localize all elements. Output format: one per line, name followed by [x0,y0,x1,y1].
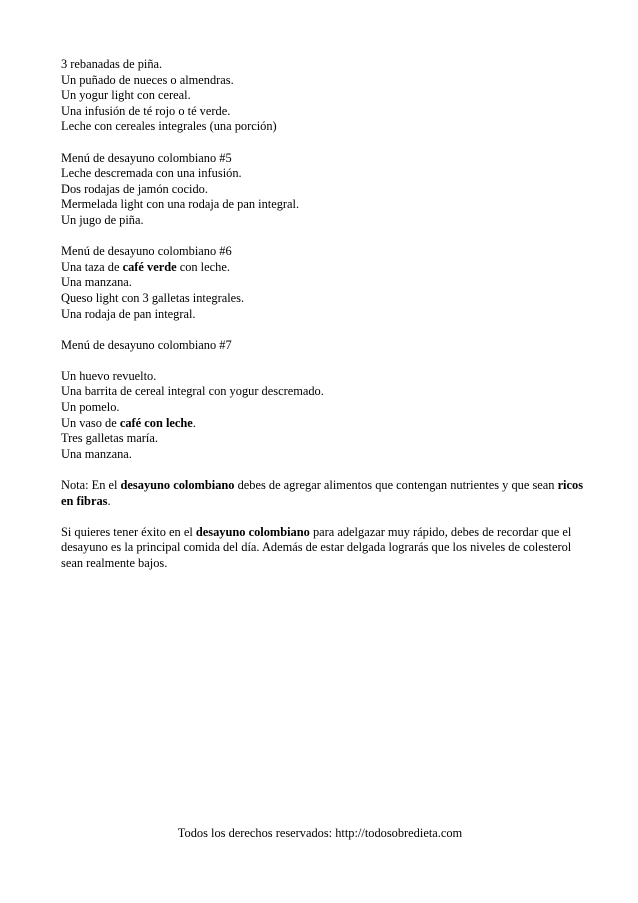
text-run: Si quieres tener éxito en el [61,524,196,539]
text-run: con leche. [176,259,230,274]
bold-term: café verde [122,259,177,274]
list-item: Un huevo revuelto. [61,368,157,383]
list-item: Una rodaja de pan integral. [61,306,196,321]
list-item: Tres galletas maría. [61,431,158,446]
text-run: . [192,415,196,430]
list-item: Leche descremada con una infusión. [61,166,242,181]
list-item: Un pomelo. [61,400,120,415]
menu-7-title-block [61,338,591,354]
list-item: Un yogur light con cereal. [61,88,191,103]
list-item: 3 rebanadas de piña. [61,57,163,71]
list-item: Mermelada light con una rodaja de pan integral. [61,197,300,212]
bold-term: desayuno colombiano [195,524,310,539]
list-item: Una manzana. [61,275,132,290]
text-run: . [107,493,111,508]
text-run: Nota: En el [61,478,121,493]
bold-term: desayuno colombiano [120,478,235,493]
text-run: para adelgazar muy rápido, debes de recordar que el desayuno es la principal comida del día. Además de estar delgada lograrás que los niveles de colesterol sean realmente bajos. [61,524,572,570]
list-item: Un puñado de nueces o almendras. [61,72,234,87]
menu-title: Menú de desayuno colombiano #5 [61,150,232,165]
bold-term: café con leche [119,415,193,430]
list-item [61,260,591,276]
nota-paragraph [61,478,591,509]
footer-text: Todos los derechos reservados: http://todosobredieta.com [177,826,463,840]
list-item: Un jugo de piña. [61,212,144,227]
menu-title: Menú de desayuno colombiano #6 [61,244,232,259]
text-run: Una taza de [61,259,123,274]
list-item: Una barrita de cereal integral con yogur descremado. [61,384,324,399]
menu-title: Menú de desayuno colombiano #7 [61,337,232,352]
text-run: Un vaso de [61,415,120,430]
intro-list [61,57,591,135]
bold-term: ricos en fibras [61,478,584,508]
list-item: Leche con cereales integrales (una porción) [61,119,277,134]
list-item: Dos rodajas de jamón cocido. [61,181,208,196]
menu-5 [61,151,591,229]
document-body [61,57,591,587]
list-item: Queso light con 3 galletas integrales. [61,290,245,305]
list-item: Una manzana. [61,446,132,461]
exito-paragraph [61,525,591,572]
menu-7 [61,369,591,463]
page-footer [0,826,638,842]
text-run: debes de agregar alimentos que contengan nutrientes y que sean [234,478,558,493]
list-item [61,416,591,432]
list-item: Una infusión de té rojo o té verde. [61,103,231,118]
menu-6 [61,244,591,322]
